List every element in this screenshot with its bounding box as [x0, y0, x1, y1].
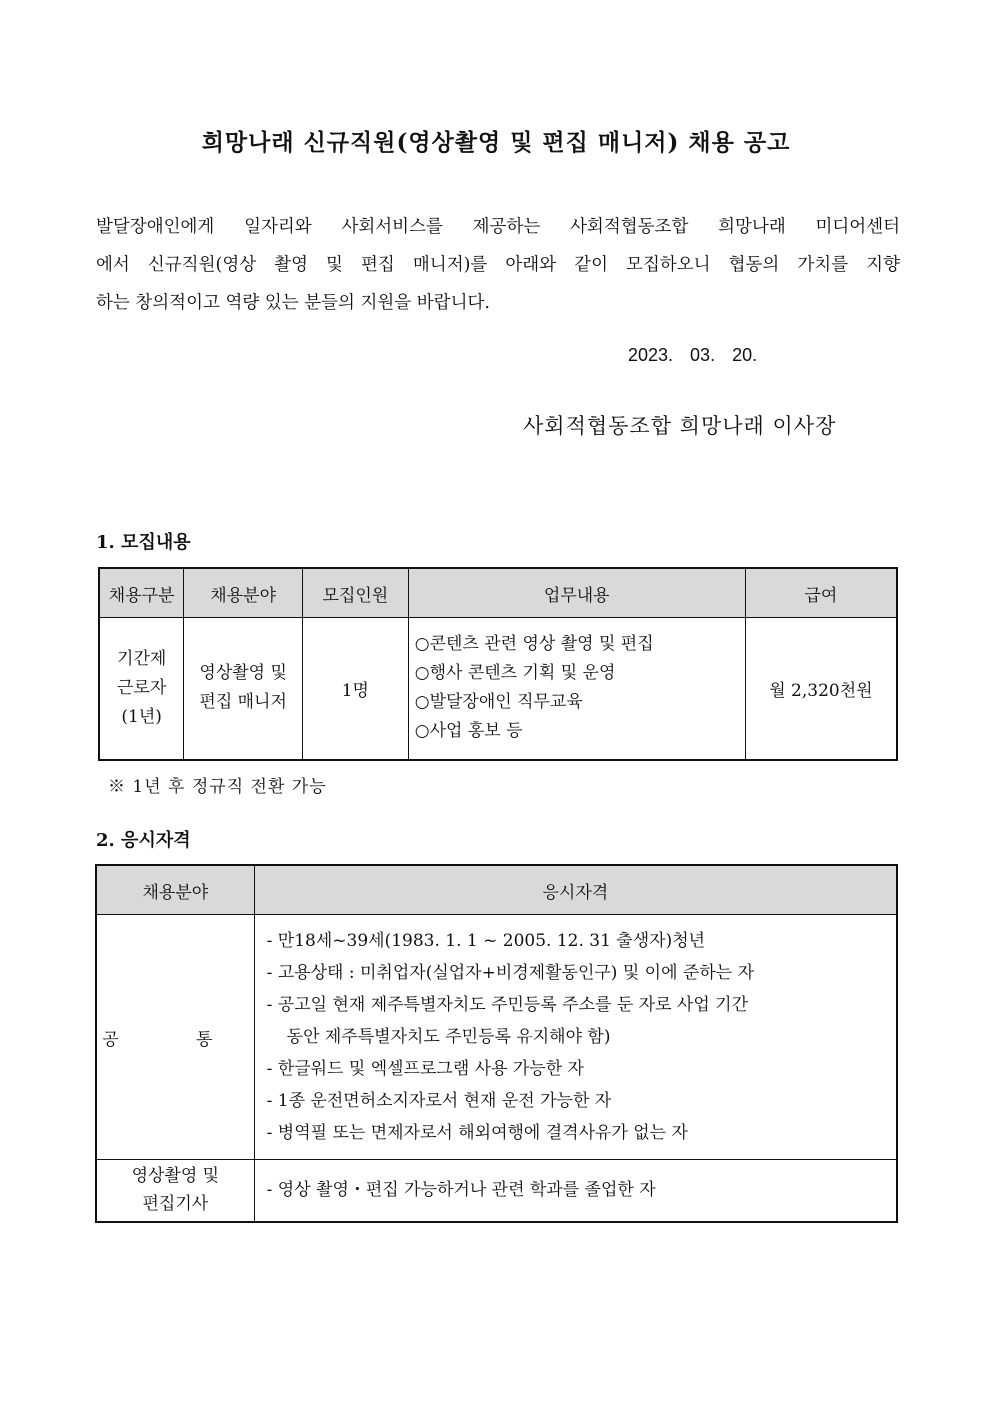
salary-cell: 월 2,320천원	[745, 618, 897, 760]
table-row	[96, 915, 897, 1160]
common-qualifications-cell	[254, 915, 897, 1160]
qualification-item: - 공고일 현재 제주특별자치도 주민등록 주소를 둔 자로 사업 기간	[266, 995, 748, 1015]
video-qualification-cell	[254, 1160, 897, 1222]
qualification-table	[95, 864, 898, 1223]
common-label-cell	[96, 915, 254, 1160]
cell-text: 편집 매니저	[199, 692, 287, 713]
header-cell: 채용분야	[96, 865, 254, 915]
header-cell: 채용구분	[99, 568, 184, 618]
announcement-date: 2023. 03. 20.	[628, 345, 758, 365]
video-label-cell	[96, 1160, 254, 1222]
table-row	[99, 618, 897, 760]
field-cell	[184, 618, 303, 760]
section-title-recruitment: 1. 모집내용	[96, 532, 191, 553]
recruitment-table	[98, 567, 898, 761]
cell-text: 영상촬영 및	[199, 663, 287, 684]
intro-paragraph	[96, 208, 900, 322]
qualification-item-continued: 동안 제주특별자치도 주민등록 유지해야 함)	[286, 1027, 611, 1047]
qualification-item: - 만18세~39세(1983. 1. 1 ~ 2005. 12. 31 출생자)청년	[266, 931, 706, 951]
header-cell: 채용분야	[184, 568, 303, 618]
cell-text: (1년)	[121, 706, 162, 727]
qualification-item: - 1종 운전면허소지자로서 현재 운전 가능한 자	[266, 1091, 612, 1111]
duty-item: ○콘텐츠 관련 영상 촬영 및 편집	[414, 634, 654, 655]
table-row	[96, 1160, 897, 1222]
cell-text: 기간제	[117, 648, 167, 669]
qualification-item: - 병역필 또는 면제자로서 해외여행에 결격사유가 없는 자	[266, 1123, 688, 1143]
header-cell: 응시자격	[254, 865, 897, 915]
common-label: 공 통	[102, 1029, 249, 1050]
intro-line: 발달장애인에게 일자리와 사회서비스를 제공하는 사회적협동조합 희망나래 미디어센터	[96, 217, 900, 237]
table-header-row	[96, 865, 897, 915]
employment-type-cell	[99, 618, 184, 760]
table-header-row	[99, 568, 897, 618]
page-title: 희망나래 신규직원(영상촬영 및 편집 매니저) 채용 공고	[201, 129, 791, 156]
duty-item: ○행사 콘텐츠 기획 및 운영	[414, 663, 616, 684]
cell-text: 영상촬영 및	[131, 1166, 220, 1187]
header-cell: 급여	[745, 568, 897, 618]
conversion-note: ※ 1년 후 정규직 전환 가능	[108, 777, 327, 797]
qualification-item: - 한글워드 및 엑셀프로그램 사용 가능한 자	[266, 1059, 584, 1079]
cell-text: 편집기사	[142, 1194, 209, 1215]
section-title-qualifications: 2. 응시자격	[96, 830, 191, 851]
headcount-cell: 1명	[303, 618, 409, 760]
duty-item: ○발달장애인 직무교육	[414, 692, 583, 713]
signer: 사회적협동조합 희망나래 이사장	[523, 414, 837, 438]
qualification-item: - 고용상태 : 미취업자(실업자+비경제활동인구) 및 이에 준하는 자	[266, 963, 754, 983]
cell-text: 근로자	[117, 677, 167, 698]
header-cell: 업무내용	[408, 568, 745, 618]
intro-line: 하는 창의적이고 역량 있는 분들의 지원을 바랍니다.	[96, 293, 490, 313]
duty-item: ○사업 홍보 등	[414, 721, 523, 742]
header-cell: 모집인원	[303, 568, 409, 618]
intro-line: 에서 신규직원(영상 촬영 및 편집 매니저)를 아래와 같이 모집하오니 협동의 가치를 지향	[96, 255, 900, 275]
duties-cell	[408, 618, 745, 760]
qualification-item: - 영상 촬영・편집 가능하거나 관련 학과를 졸업한 자	[266, 1180, 656, 1201]
